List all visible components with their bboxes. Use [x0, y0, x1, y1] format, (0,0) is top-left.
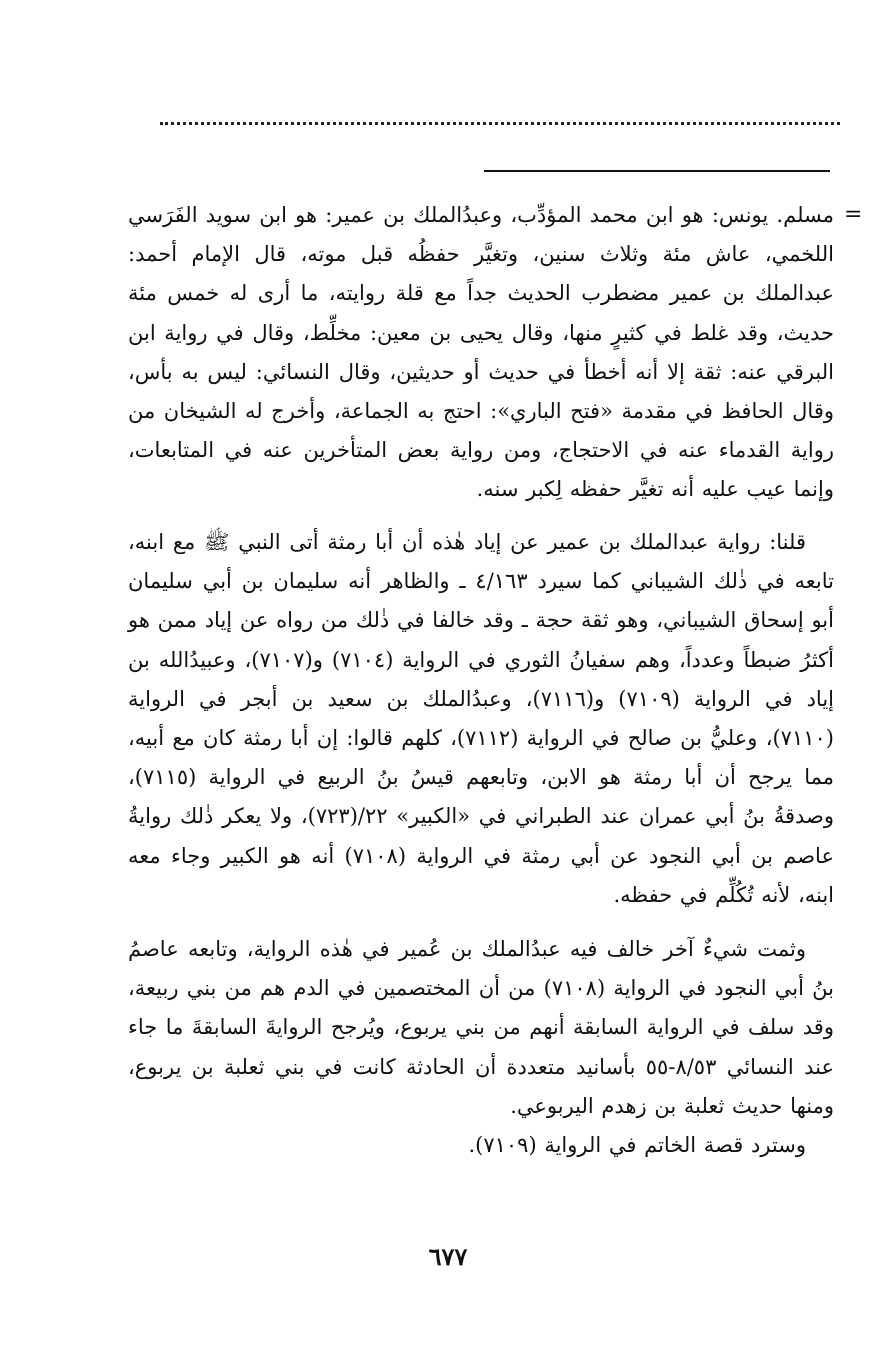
footnote-text: وسترد قصة الخاتم في الرواية (٧١٠٩). — [468, 1133, 806, 1158]
footnote-text: مسلم. يونس: هو ابن محمد المؤدِّب، وعبدُالملك بن عمير: هو ابن سويد الفَرَسي اللخمي، عاش مئة وثلاث سنين، وتغيَّر حفظُه قبل موته، قال الإمام أحمد: عبدالملك بن عمير مضطرب الحديث جداً مع قلة روايته، ما أرى له خمس مئة حديث، وقد غلط في كثيرٍ منها، وقال يحيى بن معين: مخلِّط، وقال في رواية ابن البرقي عنه: ثقة إلا أنه أخطأ في حديث أو حديثين، وقال النسائي: ليس به بأس، وقال الحافظ في مقدمة «فتح الباري»: احتج به الجماعة، وأخرج له الشيخان من رواية القدماء عنه في الاحتجاج، ومن رواية بعض المتأخرين عنه في المتابعات، وإنما عيب عليه أنه تغيَّر حفظه لِكبر سنه. — [128, 203, 834, 502]
footnote-text: وثمت شيءٌ آخر خالف فيه عبدُالملك بن عُمير في هٰذه الرواية، وتابعه عاصمُ بنُ أبي النجود في الرواية (٧١٠٨) من أن المختصمين في الدم هم من بني ربيعة، وقد سلف في الرواية السابقة أنهم من بني يربوع، ويُرجح الروايةَ السابقةَ ما جاء عند النسائي ٨/٥٣-٥٥ بأسانيد متعددة أن الحادثة كانت في بني ثعلبة بن يربوع، ومنها حديث ثعلبة بن زهدم اليربوعي. — [128, 937, 835, 1118]
footnote-text: قلنا: رواية عبدالملك بن عمير عن إياد هٰذه أن أبا رمثة أتى النبي ﷺ مع ابنه، تابعه في ذٰلك الشيباني كما سيرد ٤/١٦٣ ـ والظاهر أنه سليمان بن أبي سليمان أبو إسحاق الشيباني، وهو ثقة حجة ـ وقد خالفا في ذٰلك من رواه عن إياد ممن هو أكثرُ ضبطاً وعدداً، وهم سفيانُ الثوري في الرواية (٧١٠٤) و(٧١٠٧)، وعبيدُالله بن إياد في الرواية (٧١٠٩) و(٧١١٦)، وعبدُالملك بن سعيد بن أبجر في الرواية (٧١١٠)، وعليُّ بن صالح في الرواية (٧١١٢)، كلهم قالوا: إن أبا رمثة كان مع أبيه، مما يرجح أن أبا رمثة هو الابن، وتابعهم قيسُ بنُ الربيع في الرواية (٧١١٥)، وصدقةُ بنُ أبي عمران عند الطبراني في «الكبير» ٢٢/(٧٢٣)، ولا يعكر ذٰلك روايةُ عاصم بن أبي النجود عن أبي رمثة في الرواية (٧١٠٨) أنه هو الكبير وجاء معه ابنه، لأنه تُكُلِّم في حفظه. — [128, 530, 835, 907]
footnote-paragraph-qulna — [128, 523, 834, 915]
page-number: ٦٧٧ — [428, 1242, 468, 1271]
footnote-paragraph-continued — [128, 196, 834, 510]
footnote-separator-rule — [484, 170, 830, 172]
dotted-separator — [160, 122, 840, 125]
footnote-continuation-mark: = — [844, 202, 863, 227]
footnote-paragraph-thamma — [128, 930, 834, 1165]
